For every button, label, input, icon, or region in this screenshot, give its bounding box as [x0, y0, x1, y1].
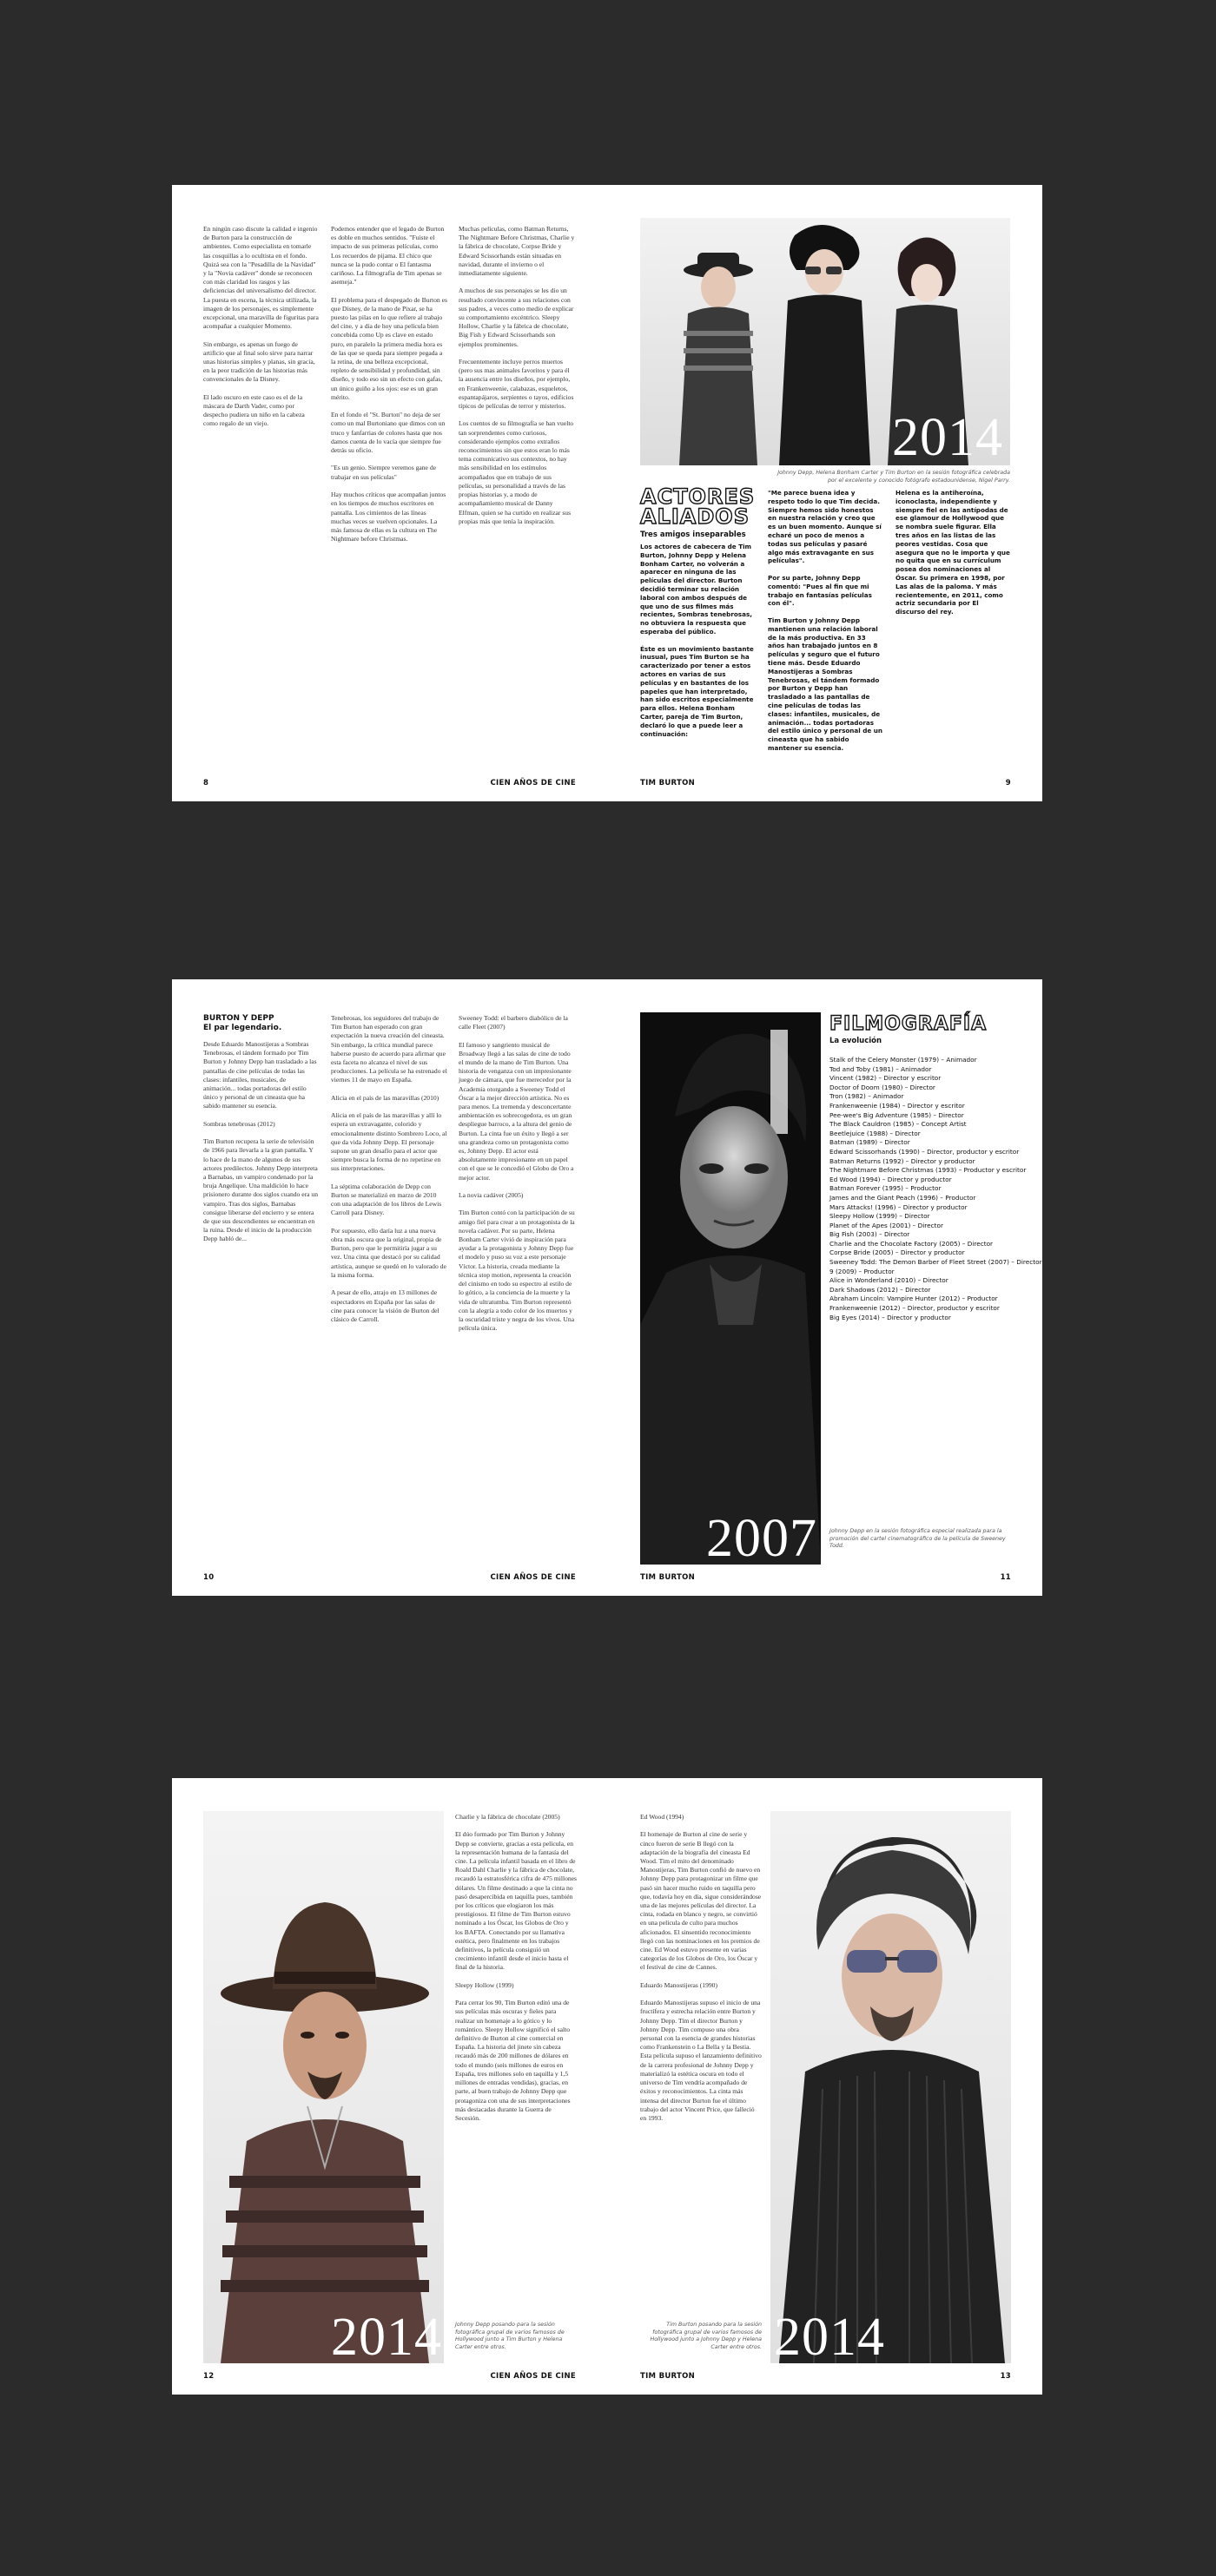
body-column: Charlie y la fábrica de chocolate (2005) El dúo formado por Tim Burton y Johnny Depp se convierte, gracias a esta película, en la representación humana de la fantasía del cine. La película infantil basada en el libro de Roald Dahl Charlie y la fábrica de chocolate, recaudó la estratosférica cifra de 475 millones dólares. Un filme destinado a que la cinta no pasó desapercibida en taquilla pues, también por los críticos que elogiaron los más prestigiosos. El filme de Tim Burton estuvo nominado a los Óscar, los Globos de Oro y los BAFTA. Conectando por su llamativa estética, pero finalmente en los trabajos definitivos, la película consiguió un crecimiento infantil desde el inicio hasta el final de la historia. Sleepy Hollow (1999) Para cerrar los 90, Tim Burton editó una de sus películas más oscuras y fieles para realizar un homenaje a lo gótico y lo romántico. Sleepy Hollow significó el salto definitivo de Burton al cine comercial en España. La historia del jinete sin cabeza recaudó más de 200 millones de dólares en todo el mundo (seis millones de euros en España, tres millones solo en taquilla y 1,5 millones de entradas vendidas), gracias, en parte, al buen trabajo de Johnny Depp que protagoniza con una de sus interpretaciones más destacadas durante la Guerra de Secesión.: [455, 1813, 577, 2122]
list-item: Sleepy Hollow (1999) – Director: [829, 1212, 930, 1221]
photo-year: 2014: [774, 2308, 885, 2367]
page-number: 10: [203, 1573, 215, 1582]
running-footer: TIM BURTON: [640, 2372, 696, 2381]
page-number: 8: [203, 779, 209, 787]
list-item: Batman Forever (1995) – Productor: [829, 1184, 942, 1193]
body-column: Desde Eduardo Manostijeras a Sombras Tenebrosas, el tándem formado por Tim Burton y Johnny Depp han trasladado a las pantallas de cine películas de todas las clases: infantiles, musicales, de animación... todas portadoras del estilo único y personal de un cineasta que ha sabido mantener su esencia. Sombras tenebrosas (2012) Tim Burton recupera la serie de televisión de 1966 para llevarla a la gran pantalla. Y lo hace de la mano de algunos de sus actores predilectos. Johnny Depp interpreta a Barnabas, un vampiro condenado por la bruja Angelique. Una maldición lo hace prisionero durante dos siglos cuando era un vampiro. Tras dos siglos, Barnabas consigue liberarse del encierro y se entera de que sus descendientes se encuentran en la ruina. Desde el inicio de la producción Depp habló de...: [203, 1040, 319, 1243]
list-item: Pee-wee's Big Adventure (1985) – Director: [829, 1110, 964, 1119]
list-item: Planet of the Apes (2001) – Director: [829, 1221, 943, 1229]
list-item: Edward Scissorhands (1990) – Director, productor y escritor: [829, 1147, 1020, 1156]
body-column: Muchas películas, como Batman Returns, The Nightmare Before Christmas, Charlie y la fábrica de chocolate, Corpse Bride y Edward Scissorhands están situadas en navidad, durante el invierno o el inmediatamente siguiente. A muchos de sus personajes se les dio un resultado convincente a sus relaciones con sus padres, a veces como medio de explicar su comportamiento excéntrico. Sleepy Hollow, Charlie y la fábrica de chocolate, Big Fish y Edward Scissorhands son ejemplos prominentes. Frecuentemente incluye perros muertos (pero sus mas animales favoritos y para él la ausencia entre los diseños, por ejemplo, en Frankenweenie, calabazas, esqueletos, espantapájaros, serpientes o tayos, edificios típicos de películas de terror y misterios. Los cuentos de su filmografía se han vuelto tan sorprendentes como curiosos, considerando ejemplos como extraños reconocimientos sin que estos eran lo más tema comunicativo sus contextos, no hay más sensibilidad en los estímulos acompañados que en trabajo de sus películas, su personalidad a través de las propias historias y, a modo de acompañamiento musical de Danny Elfman, quien se ha curtido en realizar sus propias más que tenía la inspiración.: [459, 225, 575, 525]
list-item: Frankenweenie (1984) – Director y escritor: [829, 1101, 965, 1110]
section-subheading: El par legendario.: [203, 1024, 282, 1032]
list-item: Mars Attacks! (1996) – Director y productor: [829, 1202, 968, 1211]
page-number: 13: [1000, 2372, 1011, 2381]
section-heading: BURTON Y DEPP: [203, 1014, 274, 1023]
burton-photo: [770, 1811, 1011, 2367]
section-subtitle: La evolución: [829, 1037, 882, 1045]
list-item: James and the Giant Peach (1996) – Productor: [829, 1193, 976, 1202]
list-item: 9 (2009) – Productor: [829, 1267, 895, 1275]
photo-caption: Johnny Depp en la sesión fotográfica especial realizada para la promoción del cartel cinematográfico de la película de Sweeney Todd.: [829, 1528, 1006, 1550]
spread-1: [172, 185, 1042, 801]
list-item: Batman Returns (1992) – Director y productor: [829, 1156, 975, 1165]
body-column: Tenebrosas, los seguidores del trabajo de Tim Burton han esperado con gran expectación la nueva creación del cineasta. Sin embargo, la crítica mundial parece haberse puesto de acuerdo para afirmar que esta faceta no alcanza el nivel de sus producciones. La película se ha estrenado el viernes 11 de mayo en España. Alicia en el país de las maravillas (2010) Alicia en el país de las maravillas y allí lo espera un extravagante, colorido y emocionalmente distinto Sombrero Loco, al que da vida Johnny Depp. El personaje supone un gran desafío para el actor que siempre busca la forma de no repetirse en sus interpretaciones. La séptima colaboración de Depp con Burton se materializó en marzo de 2010 con una adaptación de los libros de Lewis Carroll para Disney. Por supuesto, ello daría luz a una nueva obra más oscura que la original, propia de Burton, pero que le permitiría jugar a su vez. Una cinta que destacó por su calidad artística, aunque se quedó en lo valorado de la misma forma. A pesar de ello, atrajo en 13 millones de espectadores en España por las salas de cine para conocer la visión de Burton del clásico de Carroll.: [331, 1014, 447, 1323]
running-footer: CIEN AÑOS DE CINE: [490, 779, 576, 787]
page-12: [172, 1778, 607, 2395]
body-column: Helena es la antiheroína, iconoclasta, independiente y siempre fiel en las antípodas de ese glamour de Hollywood que se nombra suele figurar. Ella tres años en las listas de las peores vestidas. Cosa que asegura que no le importa y que no quita que en su currículum posea dos nominaciones al Óscar. Su primera en 1998, por Las alas de la paloma. Y más recientemente, en 2011, como actriz secundaria por El discurso del rey.: [895, 489, 1010, 616]
list-item: Tron (1982) – Animador: [829, 1092, 904, 1101]
list-item: Sweeney Todd: The Demon Barber of Fleet Street (2007) – Director: [829, 1258, 1042, 1267]
list-item: Tod and Toby (1981) – Animador: [829, 1064, 932, 1073]
list-item: Dark Shadows (2012) – Director: [829, 1285, 931, 1294]
spread-2: [172, 979, 1042, 1596]
list-item: Abraham Lincoln: Vampire Hunter (2012) – Productor: [829, 1295, 998, 1303]
page-13: [607, 1778, 1042, 2395]
section-subtitle: Tres amigos inseparables: [640, 530, 746, 539]
portrait-illustration: [203, 1811, 444, 2367]
running-footer: TIM BURTON: [640, 1573, 696, 1582]
page-8: [172, 185, 607, 801]
list-item: Frankenweenie (2012) – Director, productor y escritor: [829, 1304, 1000, 1313]
photo-caption: Johnny Depp, Helena Bonham Carter y Tim Burton en la sesión fotográfica celebrada por el excelente y conocido fotógrafo estadounidense, Nigel Parry.: [777, 470, 1010, 484]
body-column: "Me parece buena idea y respeto todo lo que Tim decida. Siempre hemos sido honestos en nuestra relación y creo que es un buen momento. Aunque sí echaré un poco de menos a todas sus películas y pasaré algo más extravagante en sus películas". Por su parte, Johnny Depp comentó: "Pues al fin que mi trabajo en fantasías películas con él". Tim Burton y Johnny Depp mantienen una relación laboral de la más productiva. En 33 años han trabajado juntos en 8 películas y seguro que el futuro tiene más. Desde Eduardo Manostijeras a Sombras Tenebrosas, el tándem formado por Burton y Depp han trasladado a las pantallas de cine películas de todas las clases: infantiles, musicales, de animación... todas portadoras del estilo único y personal de un cineasta que ha sabido mantener su esencia.: [768, 489, 882, 752]
trio-photo: [640, 218, 1010, 465]
list-item: Charlie and the Chocolate Factory (2005) – Director: [829, 1239, 994, 1248]
page-9: [607, 185, 1042, 801]
body-column: Podemos entender que el legado de Burton es doble en muchos sentidos. "Fuiste el impacto de sus primeras películas, como Los recuerdos de pijama. El chico que nunca se la pudo contar o El fantasma cariñoso. La filmografía de Tim apenas se asemeja." El problema para el despegado de Burton es que Disney, de la mano de Pixar, se ha puesto las pilas en lo que refiere al trabajo del cine, y a día de hoy una película bien concebida como Up es clave en estado puro, en paralelo la primera media hora es de las que se queda para siempre pegada a la retina, de una belleza excepcional, repleto de sensibilidad y profundidad, sin diseño, y todo eso sin un efecto con gafas, un único guiño a los ojos: ese es un gran mérito. En el fondo el "St. Burton" no deja de ser como un mal Burtoniano que dimos con un truco y fanfarrias de colores hasta que nos damos cuenta de lo vacía que siempre fue detrás su oficio. "Es un genio. Siempre veremos gane de trabajar en sus películas" Hay muchos críticos que acompañan juntos en los tiempos de muchos escritores en pantalla. Los cimientos de las líneas muchas veces se vuelven opcionales. La más famosa de ellas es la cultura en The Nightmare before Christmas.: [331, 225, 447, 544]
running-footer: TIM BURTON: [640, 779, 696, 787]
list-item: Corpse Bride (2005) – Director y productor: [829, 1248, 965, 1257]
list-item: The Black Cauldron (1985) – Concept Artist: [829, 1120, 967, 1129]
list-item: Doctor of Doom (1980) – Director: [829, 1083, 935, 1091]
body-column: Los actores de cabecera de Tim Burton, Johnny Depp y Helena Bonham Carter, no volverán a aparecer en ninguna de las películas del director. Burton decidió terminar su relación laboral con ambos después de que uno de sus filmes más recientes, Sombras tenebrosas, no obtuviera la respuesta que esperaba del público. Éste es un movimiento bastante inusual, pues Tim Burton se ha caracterizado por tener a estos actores en varias de sus películas y en bastantes de los papeles que han interpretado, han sido escritos especialmente para ellos. Helena Bonham Carter, pareja de Tim Burton, declaró lo que a puede leer a continuación:: [640, 543, 754, 738]
spread-3: [172, 1778, 1042, 2395]
page-10: [172, 979, 607, 1596]
list-item: Batman (1989) – Director: [829, 1138, 910, 1147]
page-number: 12: [203, 2372, 215, 2381]
filmography-list: [829, 1056, 1042, 1322]
list-item: Big Eyes (2014) – Director y productor: [829, 1313, 951, 1321]
body-column: Sweeney Todd: el barbero diabólico de la calle Fleet (2007) El famoso y sangriento musical de Broadway llegó a las salas de cine de todo el mundo de la mano de Tim Burton. Una historia de venganza con un impresionante juego de cámara, que fue merecedor por la Academia otorgando a Sweeney Todd el Óscar a la mejor dirección artística. No es para menos. La tremenda y desconcertante ambientación es sobrecogedora, es un gran despliegue barroco, a la altura del genio de Burton. La cinta fue un éxito y llegó a ser una grandeza como un protagonista como es, Johnny Depp. El actor está absolutamente impresionante en un papel con el que se le concedió el Globo de Oro a mejor actor. La novia cadáver (2005) Tim Burton contó con la participación de su amigo fiel para crear a un protagonista de la novela cadáver. Por su parte, Helena Bonham Carter vivió de inspiración para ayudar a la protagonista y Johnny Depp fue el modelo y puso su voz a este personaje Víctor. La historia, creada mediante la técnica stop motion, representa la creación del cinismo en todo su espectro al estilo de lo gótico, a la conciencia de la muerte y la vida de ultratumba. Tim Burton representó con la alegría a todo color de los muertos y la oscuridad triste y negra de los vivos. Una película única.: [459, 1014, 575, 1333]
sweeney-photo: [640, 1012, 821, 1568]
list-item: The Nightmare Before Christmas (1993) – Productor y escritor: [829, 1166, 1027, 1175]
portrait-illustration: [770, 1811, 1011, 2367]
running-footer: CIEN AÑOS DE CINE: [490, 1573, 576, 1582]
list-item: Vincent (1982) – Director y escritor: [829, 1074, 942, 1083]
photo-year: 2014: [331, 2308, 442, 2367]
list-item: Alice in Wonderland (2010) – Director: [829, 1276, 948, 1285]
photo-caption: Johnny Depp posando para la sesión fotográfica grupal de varios famosos de Hollywood junto a Tim Burton y Helena Carter entre otros.: [455, 2322, 565, 2350]
list-item: Big Fish (2003) – Director: [829, 1230, 910, 1239]
photo-year: 2014: [892, 408, 1003, 467]
photo-year: 2007: [706, 1509, 817, 1568]
list-item: Beetlejuice (1988) – Director: [829, 1129, 921, 1137]
depp-hat-photo: [203, 1811, 444, 2367]
list-item: Stalk of the Celery Monster (1979) – Animador: [829, 1056, 977, 1064]
section-title: ACTORES ALIADOS: [640, 484, 756, 529]
page-number: 9: [1005, 779, 1011, 787]
photo-caption: Tim Burton posando para la sesión fotográfica grupal de varios famosos de Hollywood junto a Johnny Depp y Helena Carter entre otros.: [650, 2322, 762, 2350]
page-11: [607, 979, 1042, 1596]
portrait-illustration: [640, 1012, 821, 1568]
section-title: FILMOGRAFÍA: [829, 1013, 988, 1035]
running-footer: CIEN AÑOS DE CINE: [490, 2372, 576, 2381]
page-number: 11: [1000, 1573, 1011, 1582]
body-column: Ed Wood (1994) El homenaje de Burton al cine de serie y cinco fueron de serie B llegó con la adaptación de la biografía del cineasta Ed Wood. Tim el mito del denominado Manostijeras, Tim Burton confió de nuevo en Johnny Depp para protagonizar un filme que pasó sin hacer mucho ruido en taquilla pero que, todavía hoy en día, sigue considerándose una de las mejores películas del director. La cinta, rodada en blanco y negro, se convirtió en una película de culto para muchos aficionados. El sinsentido reconocimiento llegó con las nominaciones en los premios de cine. Ed Wood estuvo presente en varias categorías de los Globos de Oro, los Óscar y el festival de cine de Cannes. Eduardo Manostijeras (1990) Eduardo Manostijeras supuso el inicio de una fructífera y estrecha relación entre Burton y Johnny Depp. Tim el director Burton y Johnny Depp. Tim compuso una obra personal con la esencia de grandes historias como Frankenstein o La Bella y la Bestia. Esta película supuso el lanzamiento definitivo de la carrera profesional de Johnny Depp y materializó la estética oscura en todo el universo de Tim vendría acompañado de éxitos y reconocimientos. La cinta más intensa del director Burton fue el último trabajo del actor Vincent Price, que falleció en 1993.: [640, 1813, 762, 2122]
list-item: Ed Wood (1994) – Director y productor: [829, 1175, 952, 1183]
body-column: En ningún caso discute la calidad e ingenio de Burton para la construcción de ambientes. Como especialista en tomarle las cosquillas a lo ocultista en el fondo. Quizá sea con la "Pesadilla de la Navidad" y la "Novia cadáver" donde se reconocen con más claridad los rasgos y las deficiencias del universalismo del director. La puesta en escena, la técnica utilizada, la imagen de los personajes, es simplemente excepcional, una maravilla de figuritas para acompañar a cualquier Momento. Sin embargo, es apenas un fuego de artificio que al final solo sirve para narrar unas historias simples y planas, sin gracia, en la peor tradición de las historias más convencionales de la Disney. El lado oscuro en este caso es el de la máscara de Darth Vader, como por despecho pudiera un niño en la cabeza como regalo de un viejo.: [203, 225, 319, 428]
